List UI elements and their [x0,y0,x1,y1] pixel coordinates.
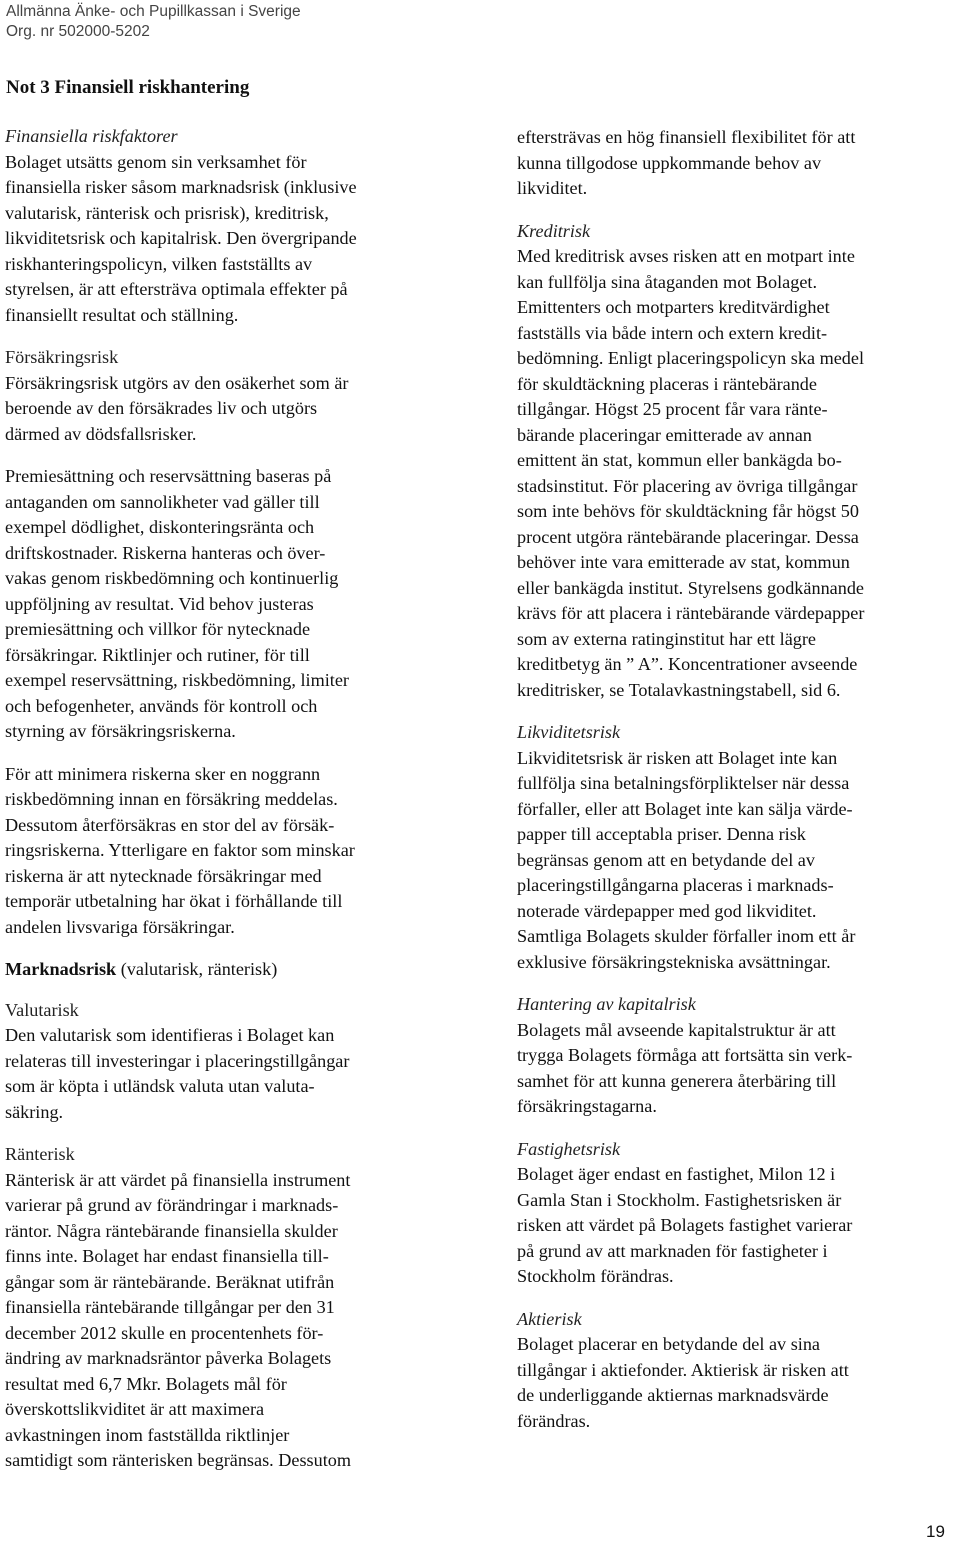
text-line: för skuldtäckning placeras i räntebärande [517,373,817,394]
section-heading: Likviditetsrisk [517,722,621,742]
text-line: kreditbetyg än ” A”. Koncentrationer avseende [517,654,858,674]
text-line: som av externa ratinginstitut har ett lägre [517,628,816,649]
page-number: 19 [926,1522,945,1541]
text-line: Bolaget äger endast en fastighet, Milon 12 i [517,1164,836,1184]
text-line: För att minimera riskerna sker en noggrann [5,763,321,784]
right-column [517,125,947,1451]
paragraph-minimera-risker [5,762,453,941]
text-line: emittent än stat, kommun eller bankägda bo- [517,450,842,470]
section-heading: Fastighetsrisk [517,1138,621,1159]
text-line: temporär utbetalning har ökat i förhållande till [5,891,343,911]
text-line: tillgångar i aktiefonder. Aktierisk är risken att [517,1359,849,1380]
text-line: finansiellt resultat och ställning. [5,304,239,325]
text-line: Med kreditrisk avses risken att en motpart inte [517,246,855,266]
text-line: tillgångar. Högst 25 procent får vara ränte- [517,399,828,419]
text-line: begränsas genom att en betydande del av [517,849,815,870]
text-line: resultat med 6,7 Mkr. Bolagets mål för [5,1373,287,1394]
section-likviditetsrisk [517,720,947,975]
text-line: som inte behövs för skuldtäckning får högst 50 [517,501,859,521]
section-heading: Aktierisk [517,1308,582,1329]
text-line: överskottslikviditet är att maximera [5,1399,265,1419]
text-line: Samtliga Bolagets skulder förfaller inom ett år [517,926,856,946]
text-line: varierar på grund av förändringar i marknads- [5,1195,339,1215]
text-line: kunna tillgodose uppkommande behov av [517,152,822,173]
text-line: bedömning. Enligt placeringspolicyn ska medel [517,348,865,368]
text-line: Premiesättning och reservsättning baseras på [5,466,332,486]
text-line: samtidigt som ränterisken begränsas. Dessutom [5,1450,352,1470]
text-line: räntor. Några räntebärande finansiella skulder [5,1220,338,1241]
document-header [6,2,301,42]
text-line: ändring av marknadsräntor påverka Bolagets [5,1348,332,1368]
section-forsakringsrisk [5,345,453,447]
text-line: papper till acceptabla priser. Denna risk [517,824,806,844]
text-line: likviditetsrisk och kapitalrisk. Den övergripande [5,228,357,248]
text-line: exempel reservsättning, riskbedömning, limiter [5,670,349,690]
text-line: Dessutom återförsäkras en stor del av försäk- [5,814,335,835]
section-hantering-av-kapitalrisk [517,992,947,1120]
text-line: premiesättning och villkor för nytecknade [5,619,311,639]
section-finansiella-riskfaktorer [5,124,453,328]
text-line: Ränterisk är att värdet på finansiella instrument [5,1169,351,1190]
text-line: finansiella räntebärande tillgångar per den 31 [5,1297,335,1317]
heading-rest: (valutarisk, ränterisk) [116,959,278,979]
section-kreditrisk [517,219,947,704]
text-line: samhet för att kunna generera återbäring till [517,1070,837,1091]
section-heading [5,957,453,983]
section-heading: Valutarisk [5,999,79,1020]
text-line: Bolagets mål avseende kapitalstruktur är att [517,1019,836,1040]
text-line: exempel dödlighet, diskonteringsränta och [5,517,315,537]
text-line: eftersträvas en hög finansiell flexibilitet för att [517,127,856,147]
text-line: trygga Bolagets förmåga att fortsätta sin verk- [517,1045,853,1065]
text-line: Gamla Stan i Stockholm. Fastighetsrisken är [517,1189,842,1210]
text-line: beroende av den försäkrades liv och utgörs [5,398,318,418]
left-column [5,124,453,1491]
text-line: riskbedömning innan en försäkring meddelas. [5,789,338,809]
text-line: som är köpta i utländsk valuta utan valuta- [5,1076,315,1096]
text-line: gångar som är räntebärande. Beräknat utifrån [5,1271,335,1292]
note-title: Not 3 Finansiell riskhantering [6,77,250,98]
organization-number: Org. nr 502000-5202 [6,23,150,40]
text-line: och befogenheter, används för kontroll och [5,695,318,716]
section-fastighetsrisk [517,1137,947,1290]
heading-bold: Marknadsrisk [5,959,117,979]
text-line: fullfölja sina betalningsförpliktelser när dessa [517,773,850,793]
text-line: finns inte. Bolaget har endast finansiella till- [5,1246,329,1266]
text-line: behöver inte vara emitterade av stat, kommun [517,552,850,572]
text-line: risken att värdet på Bolagets fastighet varierar [517,1215,853,1235]
text-line: bärande placeringar emitterade av annan [517,424,812,445]
paragraph-premiesattning [5,464,453,745]
section-ranterisk [5,1142,453,1474]
text-line: Försäkringsrisk utgörs av den osäkerhet som är [5,372,349,393]
text-line: försäkringar. Riktlinjer och rutiner, för till [5,644,310,665]
section-valutarisk [5,998,453,1126]
text-line: de underliggande aktiernas marknadsvärde [517,1385,829,1405]
organization-name: Allmänna Änke- och Pupillkassan i Sverige [6,3,301,20]
text-line: förfaller, eller att Bolaget inte kan sälja värde- [517,798,853,819]
text-line: avkastningen inom fastställda riktlinjer [5,1424,290,1445]
text-line: finansiella risker såsom marknadsrisk (inklusive [5,177,357,197]
section-heading: Ränterisk [5,1144,75,1164]
text-line: andelen livsvariga försäkringar. [5,916,235,937]
text-line: relateras till investeringar i placeringstillgångar [5,1050,350,1071]
text-line: placeringstillgångarna placeras i marknads- [517,875,834,895]
section-heading: Kreditrisk [517,220,591,241]
text-line: på grund av att marknaden för fastigheter i [517,1240,828,1261]
text-line: riskhanteringspolicyn, vilken fastställts av [5,253,313,274]
text-line: driftskostnader. Riskerna hanteras och över- [5,542,326,563]
text-line: valutarisk, ränterisk och prisrisk), kreditrisk, [5,202,329,223]
section-marknadsrisk [5,957,453,983]
text-line: uppföljning av resultat. Vid behov justeras [5,593,314,614]
text-line: Bolaget utsätts genom sin verksamhet för [5,151,307,172]
text-line: därmed av dödsfallsrisker. [5,423,197,444]
text-line: vakas genom riskbedömning och kontinuerlig [5,568,339,588]
paragraph-flexibilitet [517,125,947,202]
text-line: Likviditetsrisk är risken att Bolaget inte kan [517,747,838,768]
text-line: antaganden om sannolikheter vad gäller till [5,491,320,512]
text-line: eller bankägda institut. Styrelsens godkännande [517,577,864,598]
text-line: kan fullfölja sina åtaganden mot Bolaget. [517,271,818,292]
text-line: fastställs via både intern och extern kredit- [517,322,828,343]
text-line: Stockholm förändras. [517,1266,674,1286]
text-line: riskerna är att nytecknade försäkringar med [5,865,322,886]
text-line: säkring. [5,1101,64,1122]
text-line: styrning av försäkringsriskerna. [5,721,236,741]
text-line: krävs för att placera i räntebärande värdepapper [517,603,865,623]
text-line: noterade värdepapper med god likviditet. [517,900,817,921]
section-heading: Finansiella riskfaktorer [5,126,178,146]
text-line: stadsinstitut. För placering av övriga tillgångar [517,475,858,496]
text-line: styrelsen, är att eftersträva optimala effekter på [5,279,348,299]
text-line: Emittenters och motparters kreditvärdighet [517,297,830,317]
section-aktierisk [517,1307,947,1435]
text-line: ringsriskerna. Ytterligare en faktor som minskar [5,840,355,860]
text-line: december 2012 skulle en procentenhets för- [5,1322,324,1343]
section-heading: Försäkringsrisk [5,347,119,367]
text-line: kreditrisker, se Totalavkastningstabell, sid 6. [517,679,841,700]
text-line: Den valutarisk som identifieras i Bolaget kan [5,1025,335,1045]
text-line: procent utgöra räntebärande placeringar. Dessa [517,526,859,547]
section-heading: Hantering av kapitalrisk [517,994,696,1014]
text-line: likviditet. [517,178,588,198]
text-line: försäkringstagarna. [517,1096,657,1116]
text-line: Bolaget placerar en betydande del av sina [517,1334,820,1354]
text-line: förändras. [517,1410,591,1431]
text-line: exklusive försäkringstekniska avsättningar. [517,951,831,972]
